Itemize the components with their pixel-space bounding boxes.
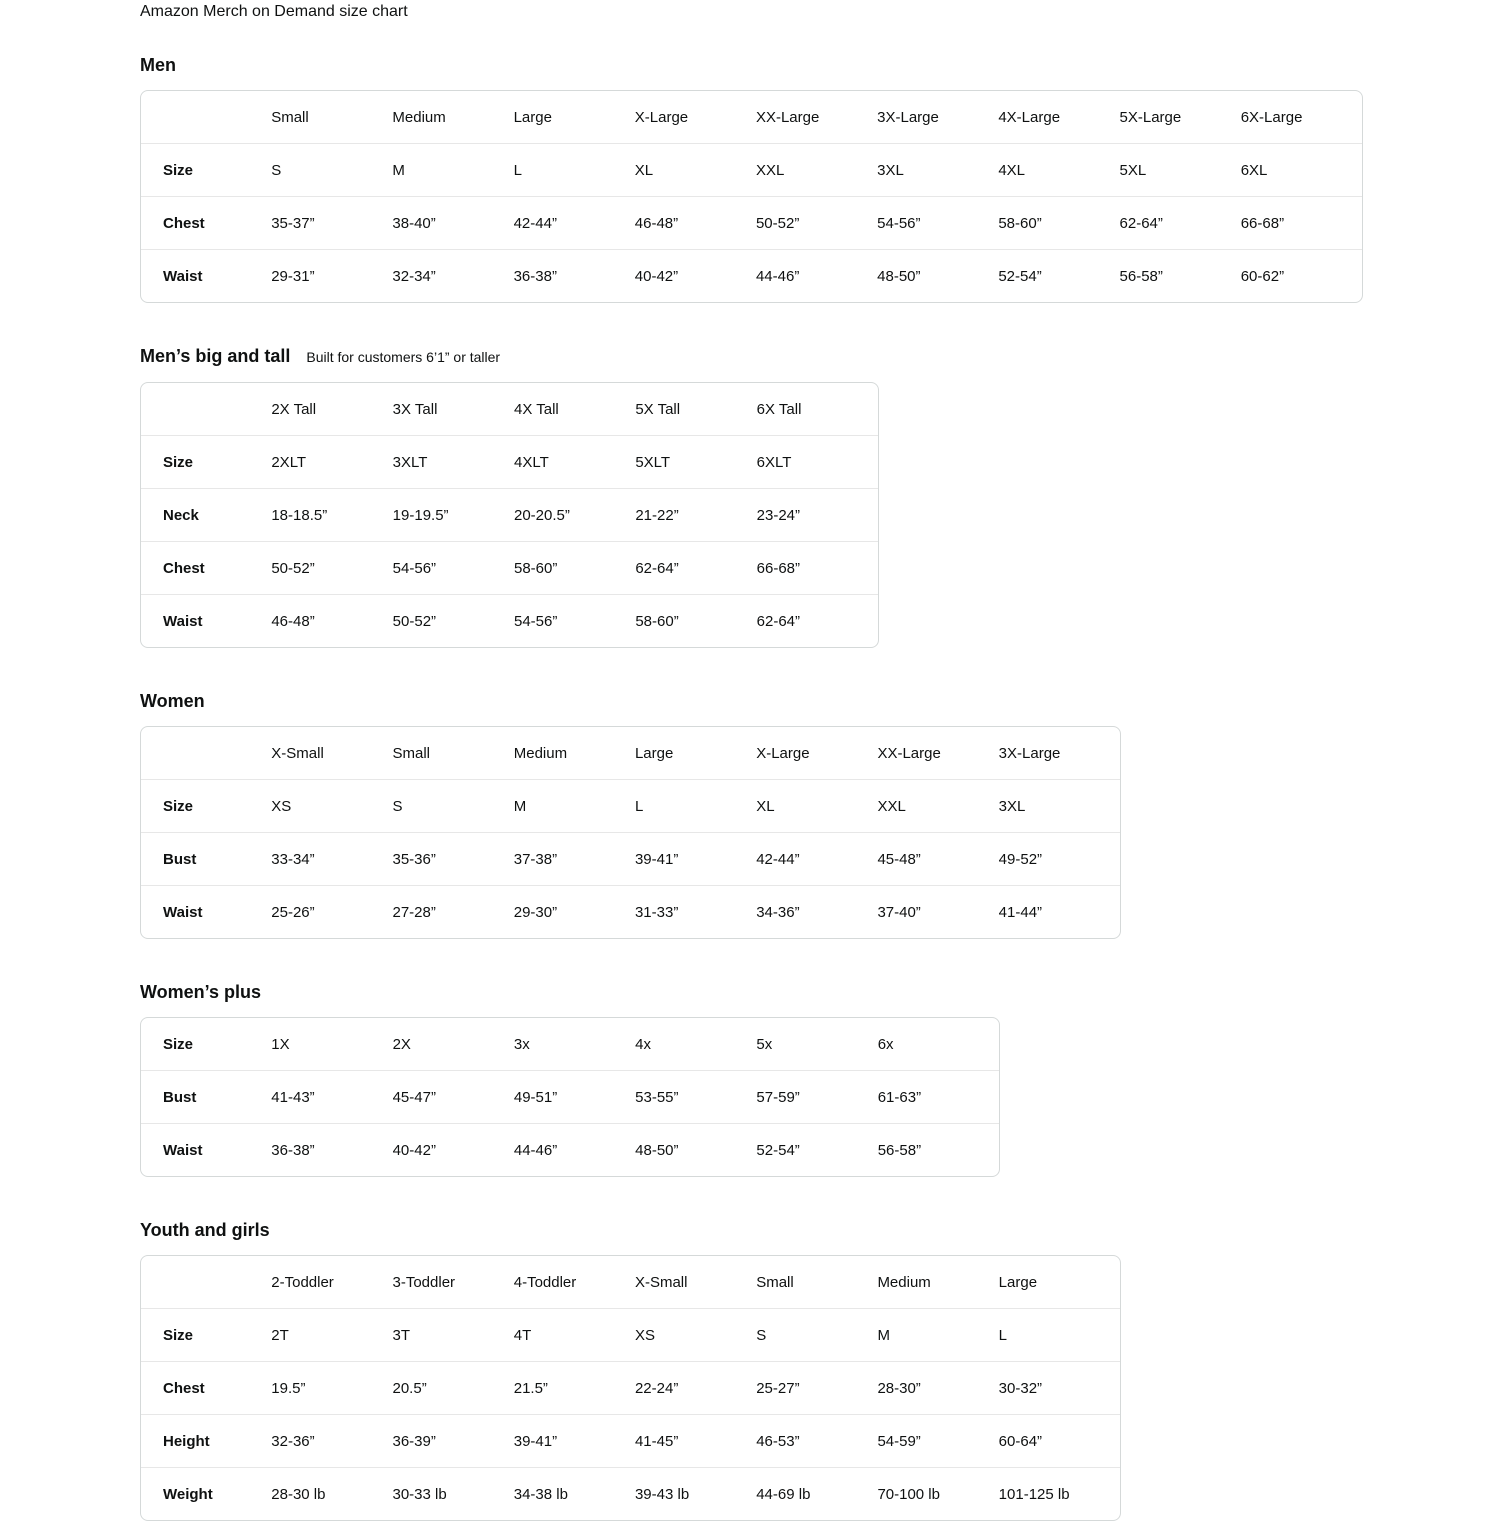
corner-cell	[141, 1256, 271, 1308]
cell: 3T	[393, 1308, 514, 1361]
cell: 28-30”	[877, 1361, 998, 1414]
cell: 49-52”	[999, 832, 1120, 885]
cell: 6XL	[1241, 143, 1362, 196]
cell: 49-51”	[514, 1070, 635, 1123]
cell: 36-39”	[393, 1414, 514, 1467]
size-table-youth-and-girls	[140, 1255, 1121, 1521]
cell: XXL	[756, 143, 877, 196]
cell: 39-43 lb	[635, 1467, 756, 1520]
cell: 54-56”	[877, 196, 998, 249]
column-header: X-Small	[634, 1273, 688, 1291]
cell: 30-32”	[999, 1361, 1120, 1414]
column-header: 5X-Large	[1119, 108, 1182, 126]
cell: 1X	[271, 1035, 290, 1053]
corner-cell	[141, 383, 271, 435]
column-header: Small	[392, 744, 431, 762]
section-youth-and-girls	[140, 1219, 1499, 1521]
row-label: Size	[141, 779, 271, 832]
row-label: Waist	[141, 594, 271, 647]
section-heading-womens-plus	[140, 981, 1499, 1003]
table-row	[141, 541, 878, 594]
cell: 39-41”	[635, 832, 756, 885]
column-header: 4-Toddler	[513, 1273, 577, 1291]
table-row	[141, 249, 1362, 302]
table-row	[141, 435, 878, 488]
cell: 4x	[635, 1035, 651, 1053]
column-header: 6X-Large	[1240, 108, 1303, 126]
cell: 50-52”	[756, 196, 877, 249]
cell: 48-50”	[877, 249, 998, 302]
cell: 5XL	[1120, 143, 1241, 196]
cell: 29-31”	[271, 249, 392, 302]
cell: 34-38 lb	[514, 1467, 635, 1520]
cell: 35-36”	[393, 832, 514, 885]
cell: 5x	[756, 1035, 773, 1053]
cell: 21.5”	[514, 1361, 635, 1414]
section-heading-youth-and-girls	[140, 1219, 1499, 1241]
cell: 45-47”	[393, 1070, 514, 1123]
cell: 19.5”	[271, 1361, 392, 1414]
cell: 61-63”	[878, 1070, 999, 1123]
cell: 54-59”	[877, 1414, 998, 1467]
cell: 46-53”	[756, 1414, 877, 1467]
column-header: X-Small	[271, 744, 324, 762]
cell: 32-36”	[271, 1414, 392, 1467]
cell: 70-100 lb	[877, 1467, 998, 1520]
cell: 62-64”	[757, 594, 878, 647]
cell: 25-27”	[756, 1361, 877, 1414]
cell: 4XLT	[514, 435, 635, 488]
row-label: Chest	[141, 541, 271, 594]
cell: 2X	[392, 1035, 411, 1053]
cell: M	[392, 143, 513, 196]
section-heading-men	[140, 54, 1499, 76]
cell: L	[635, 779, 756, 832]
cell: 2T	[271, 1308, 392, 1361]
corner-cell	[141, 727, 271, 779]
cell: 3XL	[877, 143, 998, 196]
page-title: Amazon Merch on Demand size chart	[140, 3, 408, 20]
cell: M	[877, 1308, 998, 1361]
cell: 31-33”	[635, 885, 756, 938]
table-row	[141, 1308, 1120, 1361]
row-label: Bust	[141, 1070, 271, 1123]
cell: 37-40”	[877, 885, 998, 938]
cell: 39-41”	[514, 1414, 635, 1467]
column-header: X-Large	[634, 108, 689, 126]
column-header: 3X-Large	[998, 744, 1061, 762]
cell: S	[271, 143, 392, 196]
corner-cell	[141, 91, 271, 143]
header-row	[141, 91, 1362, 143]
cell: 37-38”	[514, 832, 635, 885]
column-header: Large	[634, 744, 674, 762]
row-label: Waist	[141, 1123, 271, 1176]
cell: 66-68”	[757, 541, 878, 594]
cell: 36-38”	[514, 249, 635, 302]
row-label: Weight	[141, 1467, 271, 1520]
cell: XS	[635, 1308, 756, 1361]
cell: 66-68”	[1241, 196, 1362, 249]
column-header: Large	[513, 108, 552, 126]
row-label: Waist	[141, 249, 271, 302]
cell: 58-60”	[514, 541, 635, 594]
table-row	[141, 1467, 1120, 1520]
cell: 36-38”	[271, 1123, 392, 1176]
cell: 4XL	[998, 143, 1119, 196]
table-row	[141, 832, 1120, 885]
cell: M	[514, 779, 635, 832]
cell: 29-30”	[514, 885, 635, 938]
cell: 6XLT	[757, 435, 878, 488]
cell: 54-56”	[393, 541, 514, 594]
size-table-women	[140, 726, 1121, 939]
row-label: Chest	[141, 1361, 271, 1414]
table-row	[141, 885, 1120, 938]
header-row	[141, 727, 1120, 779]
cell: XS	[271, 779, 392, 832]
cell: 62-64”	[1120, 196, 1241, 249]
cell: 27-28”	[393, 885, 514, 938]
cell: 46-48”	[271, 594, 392, 647]
column-header: 3-Toddler	[392, 1273, 456, 1291]
column-header: 3X-Large	[877, 108, 939, 126]
header-row	[141, 383, 878, 435]
table-row	[141, 1414, 1120, 1467]
section-title: Men	[140, 55, 176, 75]
column-header: Small	[756, 1273, 794, 1291]
column-header: X-Large	[756, 744, 810, 762]
row-label: Neck	[141, 488, 271, 541]
row-label: Chest	[141, 196, 271, 249]
cell: S	[756, 1308, 877, 1361]
cell: 58-60”	[998, 196, 1119, 249]
cell: 60-62”	[1241, 249, 1362, 302]
cell: 35-37”	[271, 196, 392, 249]
cell: 28-30 lb	[271, 1467, 392, 1520]
cell: 58-60”	[635, 594, 756, 647]
cell: 40-42”	[635, 249, 756, 302]
section-subtitle: Built for customers 6’1” or taller	[306, 349, 501, 365]
table-row	[141, 196, 1362, 249]
cell: 21-22”	[635, 488, 756, 541]
cell: 33-34”	[271, 832, 392, 885]
cell: 52-54”	[998, 249, 1119, 302]
cell: 56-58”	[1120, 249, 1241, 302]
table-row	[141, 1070, 999, 1123]
cell: 56-58”	[878, 1123, 999, 1176]
size-table-mens-big-and-tall	[140, 382, 879, 648]
row-label: Size	[163, 1035, 194, 1053]
cell: XL	[756, 779, 877, 832]
row-label: Bust	[141, 832, 271, 885]
section-women	[140, 690, 1499, 939]
section-heading-mens-big-and-tall	[140, 345, 1499, 368]
cell: 62-64”	[635, 541, 756, 594]
section-men	[140, 54, 1499, 303]
row-label: Size	[141, 143, 271, 196]
cell: 54-56”	[514, 594, 635, 647]
section-title: Women	[140, 691, 205, 711]
cell: 2XLT	[271, 435, 392, 488]
row-label: Size	[141, 1308, 271, 1361]
cell: 42-44”	[514, 196, 635, 249]
cell: 38-40”	[392, 196, 513, 249]
row-label: Height	[141, 1414, 271, 1467]
column-header: Medium	[877, 1273, 931, 1291]
cell: 22-24”	[635, 1361, 756, 1414]
column-header: 4X Tall	[514, 400, 559, 418]
table-row	[141, 1361, 1120, 1414]
cell: L	[514, 143, 635, 196]
cell: 50-52”	[271, 541, 392, 594]
cell: 6x	[877, 1035, 894, 1053]
cell: 3x	[513, 1035, 530, 1053]
size-table-womens-plus	[140, 1017, 1000, 1177]
table-row	[141, 1123, 999, 1176]
cell: 4T	[514, 1308, 635, 1361]
column-header: 6X Tall	[756, 400, 802, 418]
cell: 44-69 lb	[756, 1467, 877, 1520]
cell: L	[999, 1308, 1120, 1361]
cell: S	[393, 779, 514, 832]
table-row	[141, 779, 1120, 832]
table-row	[141, 594, 878, 647]
cell: 40-42”	[393, 1123, 514, 1176]
cell: 44-46”	[514, 1123, 635, 1176]
cell: 18-18.5”	[271, 488, 392, 541]
column-header: 2-Toddler	[271, 1273, 334, 1291]
cell: 41-44”	[999, 885, 1120, 938]
column-header: 5X Tall	[635, 400, 681, 418]
cell: 23-24”	[757, 488, 878, 541]
cell: 48-50”	[635, 1123, 756, 1176]
column-header: XX-Large	[755, 108, 820, 126]
column-header: 3X Tall	[392, 400, 438, 418]
cell: 101-125 lb	[999, 1467, 1120, 1520]
cell: XL	[635, 143, 756, 196]
cell: XXL	[877, 779, 998, 832]
cell: 45-48”	[877, 832, 998, 885]
cell: 52-54”	[756, 1123, 877, 1176]
cell: 60-64”	[999, 1414, 1120, 1467]
cell: 34-36”	[756, 885, 877, 938]
cell: 41-45”	[635, 1414, 756, 1467]
header-row	[141, 1256, 1120, 1308]
row-label: Waist	[141, 885, 271, 938]
section-title: Men’s big and tall	[140, 346, 291, 366]
cell: 46-48”	[635, 196, 756, 249]
table-row	[141, 1018, 999, 1070]
table-row	[141, 143, 1362, 196]
column-header: Large	[998, 1273, 1038, 1291]
cell: 25-26”	[271, 885, 392, 938]
section-title: Youth and girls	[140, 1220, 270, 1240]
cell: 32-34”	[392, 249, 513, 302]
cell: 30-33 lb	[393, 1467, 514, 1520]
cell: 3XL	[999, 779, 1120, 832]
table-row	[141, 488, 878, 541]
column-header: 4X-Large	[998, 108, 1061, 126]
column-header: Small	[271, 108, 309, 126]
cell: 5XLT	[635, 435, 756, 488]
cell: 42-44”	[756, 832, 877, 885]
cell: 57-59”	[756, 1070, 877, 1123]
column-header: XX-Large	[877, 744, 941, 762]
cell: 20-20.5”	[514, 488, 635, 541]
cell: 19-19.5”	[393, 488, 514, 541]
column-header: 2X Tall	[271, 400, 317, 418]
section-title: Women’s plus	[140, 982, 262, 1002]
cell: 44-46”	[756, 249, 877, 302]
cell: 50-52”	[393, 594, 514, 647]
cell: 3XLT	[393, 435, 514, 488]
section-heading-women	[140, 690, 1499, 712]
row-label: Size	[141, 435, 271, 488]
cell: 53-55”	[635, 1070, 756, 1123]
cell: 41-43”	[271, 1070, 392, 1123]
section-mens-big-and-tall	[140, 345, 1499, 648]
section-womens-plus	[140, 981, 1499, 1177]
sections	[140, 54, 1499, 1521]
cell: 20.5”	[393, 1361, 514, 1414]
column-header: Medium	[513, 744, 568, 762]
size-table-men	[140, 90, 1363, 303]
column-header: Medium	[392, 108, 446, 126]
